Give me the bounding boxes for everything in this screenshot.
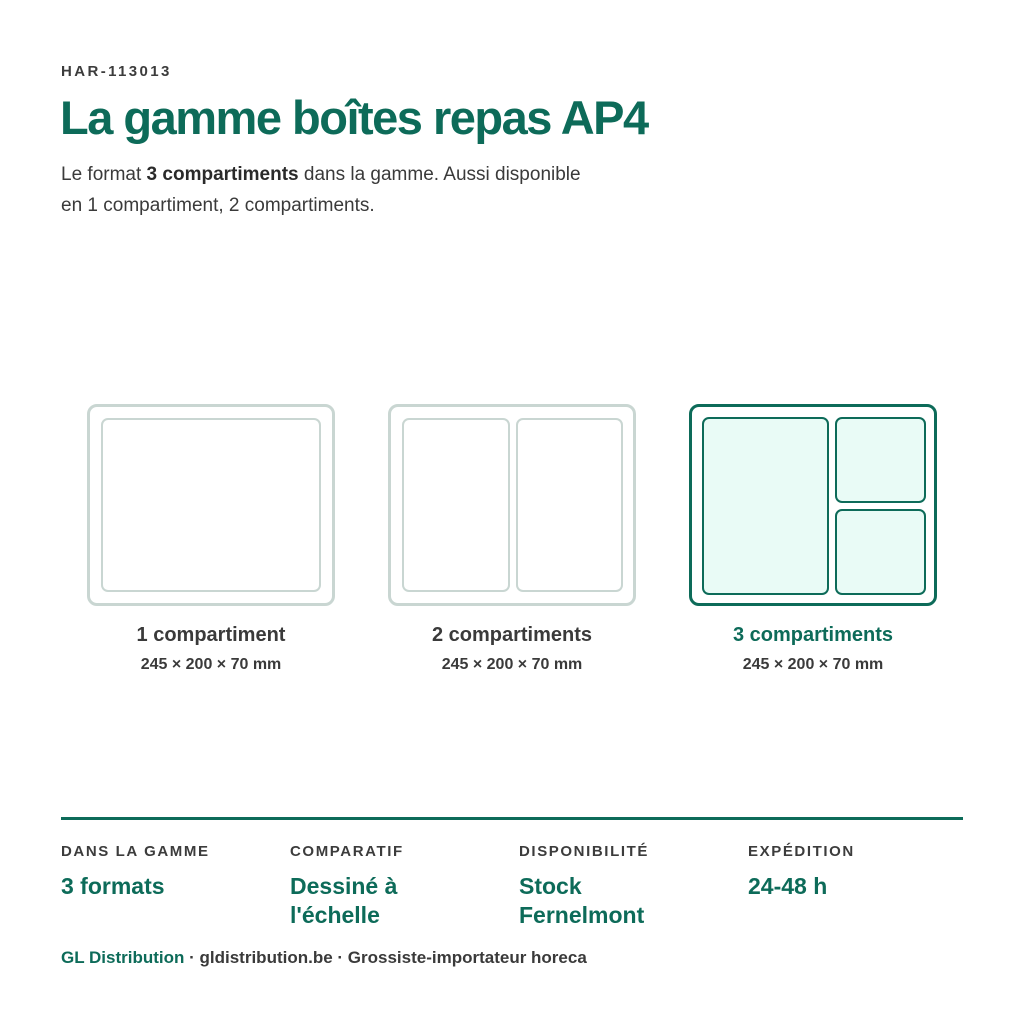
stat-value: Dessiné à l'échelle bbox=[290, 873, 398, 928]
format-1-dimensions: 245 × 200 × 70 mm bbox=[140, 656, 282, 673]
subtitle-text-post: dans la gamme. Aussi disponible en 1 compartiment, 2 compartiments. bbox=[61, 164, 581, 216]
compartment bbox=[702, 417, 829, 595]
page-subtitle bbox=[61, 159, 581, 221]
compartment bbox=[516, 418, 623, 592]
section-divider bbox=[61, 817, 963, 820]
format-2-dimensions: 245 × 200 × 70 mm bbox=[441, 656, 583, 673]
stat-value: 3 formats bbox=[61, 873, 165, 899]
stat-comparison bbox=[290, 843, 440, 930]
stat-label: EXPÉDITION bbox=[748, 843, 855, 860]
format-3-dimensions: 245 × 200 × 70 mm bbox=[742, 656, 884, 673]
compartment bbox=[835, 509, 926, 595]
subtitle-text-pre: Le format bbox=[61, 164, 147, 185]
brand-name: GL Distribution bbox=[61, 948, 185, 967]
stat-shipping bbox=[748, 843, 968, 901]
format-2-illustration bbox=[388, 404, 636, 606]
stat-value: 24-48 h bbox=[748, 873, 828, 899]
stat-value: Stock Fernelmont bbox=[519, 873, 645, 928]
subtitle-highlight: 3 compartiments bbox=[146, 164, 299, 185]
stat-label: DISPONIBILITÉ bbox=[519, 843, 649, 860]
compartment bbox=[835, 417, 926, 503]
format-2-label: 2 compartiments bbox=[431, 624, 593, 646]
footer-details: · gldistribution.be · Grossiste-importateur horeca bbox=[184, 948, 587, 967]
footer bbox=[61, 948, 587, 968]
page-title: La gamme boîtes repas AP4 bbox=[60, 91, 648, 144]
stat-label: COMPARATIF bbox=[290, 843, 404, 860]
compartment bbox=[101, 418, 321, 592]
stat-availability bbox=[519, 843, 699, 930]
format-1-label: 1 compartiment bbox=[136, 624, 286, 646]
stat-range bbox=[61, 843, 281, 901]
product-sku: HAR-113013 bbox=[61, 63, 172, 80]
compartment bbox=[402, 418, 510, 592]
stat-label: DANS LA GAMME bbox=[61, 843, 210, 860]
format-1-illustration bbox=[87, 404, 335, 606]
format-3-illustration bbox=[689, 404, 937, 606]
format-3-label: 3 compartiments bbox=[732, 624, 894, 646]
